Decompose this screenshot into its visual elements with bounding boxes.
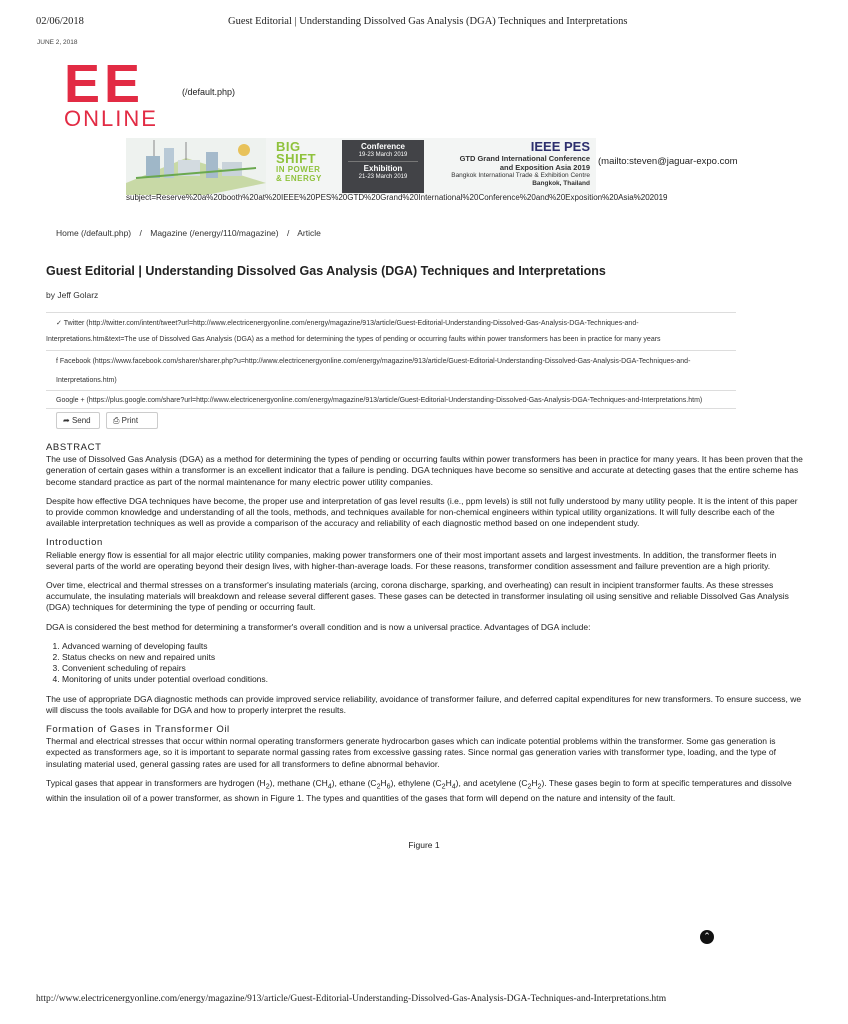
send-icon: ➦ xyxy=(63,416,70,425)
divider xyxy=(46,390,736,391)
article-body xyxy=(46,442,803,862)
ad-banner[interactable] xyxy=(126,138,596,195)
venue: Bangkok International Trade & Exhibition Centre xyxy=(451,172,590,179)
conference-label: Conference xyxy=(360,142,405,151)
abstract-heading: ABSTRACT xyxy=(46,442,102,453)
print-label: Print xyxy=(121,416,139,425)
ieee-block xyxy=(426,140,596,187)
intro-heading: Introduction xyxy=(46,537,103,549)
big-shift-text xyxy=(276,141,322,183)
conference-dates: 19-23 March 2019 xyxy=(358,152,408,158)
chevron-up-icon[interactable]: ⌃ xyxy=(700,930,714,944)
logo-ee: EE xyxy=(64,54,145,114)
print-header xyxy=(36,16,746,30)
mailto-subject[interactable]: subject=Reserve%20a%20booth%20at%20IEEE%20PES%20GTD%20Grand%20International%20Conference%20and%20Exposition%20Asia%202019 xyxy=(126,193,668,202)
breadcrumb-article: Article xyxy=(297,228,321,238)
logo-online: ONLINE xyxy=(64,106,158,131)
divider xyxy=(46,312,736,313)
share-facebook-text: Facebook (https://www.facebook.com/sharer/sharer.php?u=http://www.electricenergyonline.com/energy/magazine/913/article/Guest-Editorial-Understanding-Dissolved-Gas-Analysis-DGA-Techniques-and- xyxy=(59,358,691,365)
paragraph: Despite how effective DGA techniques have become, the proper use and interpretation of gas level results (i.e., ppm levels) is still not fully understood by many utility people. It is the intent of this paper to provide common knowledge and understanding of all the tools, methods, and techniques available for non-chemical engineers within typical utility organizations. It will fully describe each of the available interpretation techniques as well as provide a comparison of the accuracy and reliability of each diagnostic method based on one independent study. xyxy=(46,495,798,529)
paragraph: Over time, electrical and thermal stresses on a transformer's insulating materials (arcing, corona discharge, sparking, and overheating) can result in incipient transformer faults. As these stresses accumulate, the insulating materials will breakdown and release several different gases. These gases can be detected in transformer insulating oil using sensitive and reliable Dissolved Gas Analysis (DGA) techniques for determining the type of pending or occurring fault. xyxy=(46,580,789,613)
print-date: 02/06/2018 xyxy=(36,16,84,27)
paragraph: The use of appropriate DGA diagnostic methods can provide improved service reliability, avoidance of transformer failure, and deferred capital expenditures for new transformers. To ensure success, we will discuss the tools available for DGA and how to properly interpret the results. xyxy=(46,693,802,715)
advantages-list xyxy=(46,641,806,686)
page-title: Guest Editorial | Understanding Dissolved Gas Analysis (DGA) Techniques and Interpretations xyxy=(46,264,606,278)
page-date: JUNE 2, 2018 xyxy=(37,39,78,46)
site-logo[interactable] xyxy=(64,54,158,132)
print-icon: ⎙ xyxy=(113,416,120,425)
send-label: Send xyxy=(71,416,91,425)
paragraph: Thermal and electrical stresses that occur within normal operating transformers generate hydrocarbon gases which can indicate potential problems within the transformer. Some gas generation is expected as transformers age, so it is important to separate normal gassing rates from excessive gassing rates. Since normal gas generation varies with transformer type, loading, and the type of insulating material used, general gassing rates are used for all transformers to define abnormal behavior. xyxy=(46,736,776,769)
big-line-3: IN POWER xyxy=(276,165,321,174)
divider xyxy=(46,408,736,409)
figure-caption: Figure 1 xyxy=(408,840,440,850)
city: Bangkok, Thailand xyxy=(532,179,590,187)
facebook-icon: f xyxy=(56,358,58,365)
share-twitter[interactable] xyxy=(56,319,736,327)
logo-link-text[interactable]: (/default.php) xyxy=(182,87,236,97)
exhibition-dates: 21-23 March 2019 xyxy=(358,174,408,180)
mailto-link[interactable]: (mailto:steven@jaguar-expo.com xyxy=(598,156,738,167)
gtd-line-2: and Exposition Asia 2019 xyxy=(499,163,590,172)
print-button[interactable] xyxy=(106,412,158,429)
share-facebook-cont[interactable]: Interpretations.htm) xyxy=(56,377,117,384)
formation-heading: Formation of Gases in Transformer Oil xyxy=(46,724,230,736)
gtd-line-1: GTD Grand International Conference xyxy=(459,154,590,163)
big-line-2: SHIFT xyxy=(276,151,317,166)
divider xyxy=(46,350,736,351)
paragraph: The use of Dissolved Gas Analysis (DGA) as a method for determining the types of pending or occurring faults within power transformers has been in practice for many years. It has been proven that the generation of certain gases within a transformer is an excellent indicator that a failure is pending. DGA techniques have become so sensitive and accurate at detecting gases that the entire scheme has become standard practice as part of the normal maintenance for many electric power utility companies. xyxy=(46,454,803,487)
exhibition-label: Exhibition xyxy=(363,164,403,173)
breadcrumb-separator: / xyxy=(286,228,290,238)
list-item: 4. Monitoring of units under potential overload conditions. xyxy=(62,674,806,685)
twitter-icon: ✓ xyxy=(56,320,62,327)
big-line-1: BIG xyxy=(276,139,301,154)
list-item: 2. Status checks on new and repaired units xyxy=(62,652,806,663)
big-line-4: & ENERGY xyxy=(276,174,322,183)
paragraph: Reliable energy flow is essential for all major electric utility companies, making power transformers one of their most important assets and largest investments. In addition, the transformer fleets in several parts of the world are operating beyond their design lives, with higher-than-average loads. For these reasons, transformer condition assessment and failure prevention are a high priority. xyxy=(46,549,777,571)
share-twitter-text: Twitter (http://twitter.com/intent/tweet?url=http://www.electricenergyonline.com/energy/magazine/913/article/Guest-Editorial-Understanding-Dissolved-Gas-Analysis-DGA-Techniques-and- xyxy=(63,320,639,327)
breadcrumb-separator: / xyxy=(139,228,142,238)
list-item: 3. Convenient scheduling of repairs xyxy=(62,663,806,674)
list-item: 1. Advanced warning of developing faults xyxy=(62,641,806,652)
gases-paragraph: Typical gases that appear in transformers are hydrogen $(H_2)$, methane $(CH_4)$, ethane $(C_2H_6)$, ethylene $(C_2H_4)$, and acetylene $(C_2H_2)$. These gases begin to form at specific temperatures and dissolve within the insulation oil of a power transformer, as shown in Figure 1. The types and quantities of the gases that form will depend on the nature and intensity of the fault. xyxy=(46,777,792,803)
ieee-pes-label: IEEE PES xyxy=(530,139,590,154)
byline: by Jeff Golarz xyxy=(46,290,99,300)
share-google[interactable]: Google + (https://plus.google.com/share?url=http://www.electricenergyonline.com/energy/magazine/913/article/Guest-Editorial-Understanding-Dissolved-Gas-Analysis-DGA-Techniques-and-Interpretations.htm) xyxy=(56,397,703,404)
city-illustration-icon xyxy=(126,138,266,195)
breadcrumb xyxy=(56,228,327,238)
share-facebook[interactable] xyxy=(56,358,736,365)
breadcrumb-home[interactable]: Home (/default.php) xyxy=(56,228,132,238)
paragraph: DGA is considered the best method for determining a transformer's overall condition and is now a universal practice. Advantages of DGA include: xyxy=(46,621,591,632)
send-button[interactable] xyxy=(56,412,100,429)
print-title: Guest Editorial | Understanding Dissolved Gas Analysis (DGA) Techniques and Interpretations xyxy=(228,16,628,27)
share-twitter-cont[interactable]: Interpretations.htm&text=The use of Dissolved Gas Analysis (DGA) as a method for determining the types of pending or occurring faults within power transformers has been in practice for many years xyxy=(46,336,661,343)
breadcrumb-magazine[interactable]: Magazine (/energy/110/magazine) xyxy=(150,228,279,238)
print-footer-url: http://www.electricenergyonline.com/energy/magazine/913/article/Guest-Editorial-Understanding-Dissolved-Gas-Analysis-DGA-Techniques-and-Interpretations.htm xyxy=(36,994,667,1004)
conference-box xyxy=(342,140,424,193)
